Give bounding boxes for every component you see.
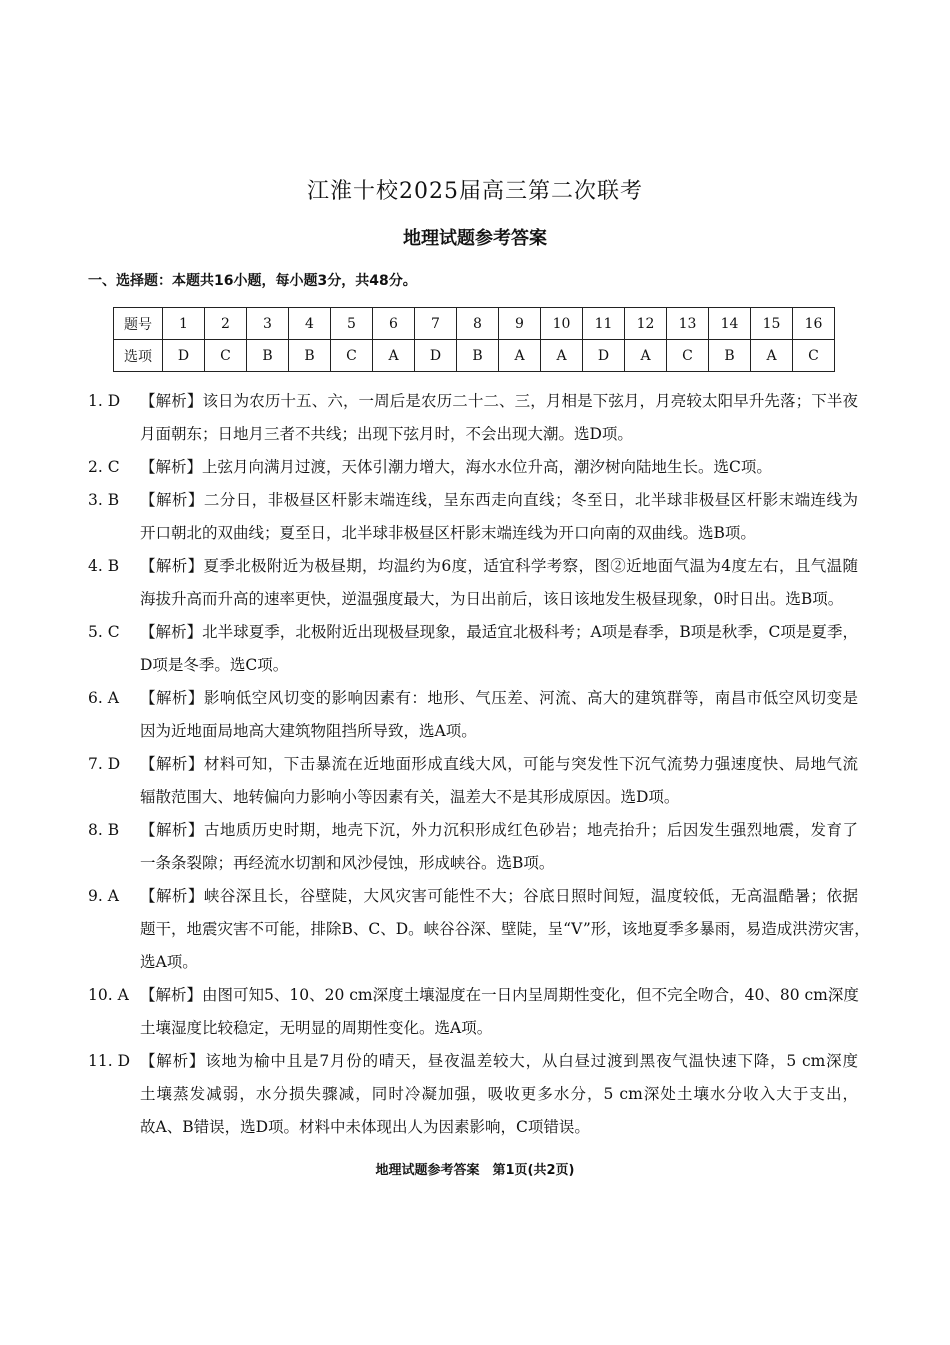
question-number-cell: 3 [247, 308, 289, 340]
answer-item [88, 814, 858, 880]
answer-item [88, 748, 858, 814]
answer-item [88, 880, 870, 979]
question-number-cell: 15 [751, 308, 793, 340]
answer-number: 3. B [88, 491, 120, 509]
answer-number: 1. D [88, 392, 121, 410]
answer-table [113, 307, 835, 372]
answer-item [88, 979, 858, 1045]
question-number-cell: 13 [667, 308, 709, 340]
explanation-line: 【解析】该日为农历十五、六，一周后是农历二十二、三，月相是下弦月，月亮较太阳早升先落；下半夜 [140, 392, 858, 410]
explanation-line: 【解析】上弦月向满月过渡，天体引潮力增大，海水水位升高，潮汐树向陆地生长。选C项。 [140, 458, 772, 476]
answer-number: 2. C [88, 458, 120, 476]
page-footer: 地理试题参考答案 第1页(共2页) [375, 1163, 575, 1178]
explanation-line: D项是冬季。选C项。 [140, 656, 289, 674]
answer-cell: C [793, 340, 835, 372]
question-number-cell: 14 [709, 308, 751, 340]
answer-item [88, 385, 858, 451]
answer-cell: A [751, 340, 793, 372]
answer-cell: A [373, 340, 415, 372]
answer-explanations [88, 385, 870, 1144]
explanation-line: 选A项。 [140, 953, 198, 971]
explanation-line: 【解析】夏季北极附近为极昼期，均温约为6度，适宜科学考察，图②近地面气温为4度左右，且气温随 [140, 557, 858, 575]
question-number-cell: 4 [289, 308, 331, 340]
question-number-cell: 9 [499, 308, 541, 340]
answer-cell: B [709, 340, 751, 372]
explanation-line: 【解析】峡谷深且长，谷壁陡，大风灾害可能性不大；谷底日照时间短，温度较低，无高温酷暑；依据 [140, 887, 858, 905]
answer-number: 4. B [88, 557, 120, 575]
section-heading: 一、选择题：本题共16小题，每小题3分，共48分。 [88, 273, 417, 289]
answer-item [88, 550, 858, 616]
answer-number: 9. A [88, 887, 119, 905]
explanation-line: 土壤蒸发减弱，水分损失骤减，同时冷凝加强，吸收更多水分，5 cm深处土壤水分收入大于支出， [140, 1085, 858, 1103]
answer-cell: C [205, 340, 247, 372]
table-row-numbers [114, 308, 835, 340]
answer-cell: B [289, 340, 331, 372]
answer-cell: D [163, 340, 205, 372]
question-number-cell: 7 [415, 308, 457, 340]
explanation-line: 【解析】古地质历史时期，地壳下沉，外力沉积形成红色砂岩；地壳抬升；后因发生强烈地震，发育了 [140, 821, 858, 839]
document-subtitle: 地理试题参考答案 [403, 228, 547, 249]
answer-item [88, 1045, 858, 1144]
question-number-cell: 1 [163, 308, 205, 340]
answer-item [88, 451, 858, 484]
explanation-line: 一条条裂隙；再经流水切割和风沙侵蚀，形成峡谷。选B项。 [140, 854, 555, 872]
question-number-cell: 11 [583, 308, 625, 340]
question-number-cell: 12 [625, 308, 667, 340]
answer-item [88, 682, 858, 748]
row-label: 题号 [114, 308, 163, 340]
answer-item [88, 616, 858, 682]
row-label: 选项 [114, 340, 163, 372]
explanation-line: 【解析】由图可知5、10、20 cm深度土壤湿度在一日内呈周期性变化，但不完全吻合，40、80 cm深度 [140, 986, 859, 1004]
answer-cell: D [583, 340, 625, 372]
question-number-cell: 8 [457, 308, 499, 340]
explanation-line: 【解析】材料可知，下击暴流在近地面形成直线大风，可能与突发性下沉气流势力强速度快、局地气流 [140, 755, 858, 773]
question-number-cell: 6 [373, 308, 415, 340]
answer-number: 11. D [88, 1052, 131, 1070]
explanation-line: 海拔升高而升高的速率更快，逆温强度最大，为日出前后，该日该地发生极昼现象，0时日出。选B项。 [140, 590, 844, 608]
explanation-line: 开口朝北的双曲线；夏至日，北半球非极昼区杆影末端连线为开口向南的双曲线。选B项。 [140, 524, 756, 542]
answer-cell: C [667, 340, 709, 372]
explanation-line: 【解析】二分日，非极昼区杆影末端连线，呈东西走向直线；冬至日，北半球非极昼区杆影末端连线为 [140, 491, 858, 509]
explanation-line: 【解析】北半球夏季，北极附近出现极昼现象，最适宜北极科考；A项是春季，B项是秋季，C项是夏季， [140, 623, 858, 641]
answer-cell: C [331, 340, 373, 372]
answer-cell: B [247, 340, 289, 372]
question-number-cell: 10 [541, 308, 583, 340]
answer-number: 8. B [88, 821, 120, 839]
answer-cell: A [625, 340, 667, 372]
explanation-line: 因为近地面局地高大建筑物阻挡所导致，选A项。 [140, 722, 477, 740]
answer-number: 6. A [88, 689, 119, 707]
explanation-line: 土壤湿度比较稳定，无明显的周期性变化。选A项。 [140, 1019, 493, 1037]
document-title: 江淮十校2025届高三第二次联考 [307, 179, 643, 204]
answer-item [88, 484, 858, 550]
answer-number: 7. D [88, 755, 121, 773]
explanation-line: 故A、B错误，选D项。材料中未体现出人为因素影响，C项错误。 [140, 1118, 590, 1136]
explanation-line: 【解析】该地为榆中且是7月份的晴天，昼夜温差较大，从白昼过渡到黑夜气温快速下降，5 cm深度 [140, 1052, 858, 1070]
answer-cell: A [541, 340, 583, 372]
table-row-answers [114, 340, 835, 372]
answer-cell: B [457, 340, 499, 372]
explanation-line: 辐散范围大、地转偏向力影响小等因素有关，温差大不是其形成原因。选D项。 [140, 788, 680, 806]
answer-cell: A [499, 340, 541, 372]
question-number-cell: 2 [205, 308, 247, 340]
answer-number: 10. A [88, 986, 129, 1004]
question-number-cell: 5 [331, 308, 373, 340]
answer-number: 5. C [88, 623, 120, 641]
explanation-line: 【解析】影响低空风切变的影响因素有：地形、气压差、河流、高大的建筑群等，南昌市低空风切变是 [140, 689, 858, 707]
explanation-line: 题干，地震灾害不可能，排除B、C、D。峡谷谷深、壁陡，呈“V”形，该地夏季多暴雨，易造成洪涝灾害， [140, 920, 870, 938]
question-number-cell: 16 [793, 308, 835, 340]
answer-cell: D [415, 340, 457, 372]
explanation-line: 月面朝东；日地月三者不共线；出现下弦月时，不会出现大潮。选D项。 [140, 425, 633, 443]
